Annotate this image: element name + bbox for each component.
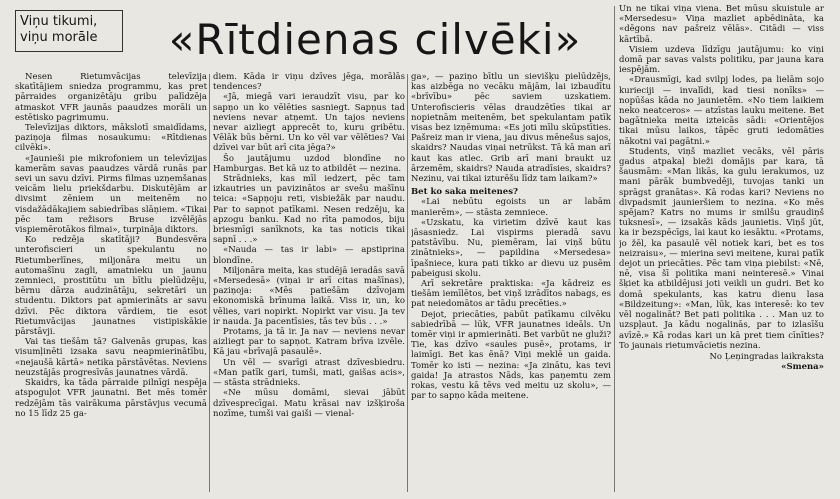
article-column-1	[15, 72, 207, 492]
paragraph: Students, viņš mazliet vecāks, vēl pāris gadus atpakaļ bieži domājis par kara, tā šausmām: «Man likās, ka gulu ierakumos, uz mani pārāk bumbvedēji, tuvojas tanki un sprāgst granātas». Kā rodas kari? Neviens no divpadsmit jaunieršiem to nezina. «Ko mēs spējam? Katrs no mums ir smilšu graudiņš tuksnesī», — izsakās kāds jaunietis. Viņš jūt, ka ir bezspēcīgs, lai kaut ko iesāktu. «Protams, jo žēl, ka pasaulē vēl notiek kari, bet es tos neizraisu», — mierina sevi meitene, kurai patīk dejot un priecāties. Pēc tam viņa piebilst: «Nē, nē, visa šī politika mani neinteresē.» Vinai šķiet ka atbildējusi joti veikli un gudri. Bet ko domā spekulants, kas katru dienu lasa «Bildzeitung»: «Man, lūk, kas interesē: ko tev vēl nogalināt? Bet pati politika . . . Man uz to uzspļaut. Ja kādu nogalinās, par to izlasīšu avīzē.» Kā rodas kari un kā pret tiem cīnīties? To jaunais rietumvācietis nezina.	[619, 146, 824, 351]
paragraph: «Nauda — tas ir labi» — apstiprina blondīne.	[213, 245, 405, 266]
article-headline: «Rītdienas cilvēki»	[168, 15, 582, 64]
paragraph: Skaidrs, ka tāda pārraide pilnīgi nespēja atspoguļot VFR jaunatni. Bet mēs tomēr redzējām tās vairākuma pārstāvjus vecumā no 15 līdz 25 ga-	[15, 378, 207, 419]
paragraph: «Uzskatu, ka virietim dzīvē kaut kas jāsasniedz. Lai vispirms pieradā savu patstāvību. Nu, piemēram, lai viņš būtu zinātnieks», — papildina «Mersedesa» īpašniece, kura pati tikko ar dievu uz pusēm pabeigusi skolu.	[411, 217, 611, 279]
paragraph: Nesen Rietumvācijas televīzija skatītājiem sniedza programmu, kas pret pārraides organizētāju gribu palīdzēja atmaskot VFR jaunās paaudzes morāli un estētisko pagrimumu.	[15, 72, 207, 123]
rubric-line-2: viņu morāle	[20, 30, 98, 45]
rubric-line-1: Viņu tikumi,	[20, 14, 98, 29]
source-newspaper: «Smena»	[781, 362, 824, 373]
rubric-box	[15, 10, 123, 52]
paragraph: Dejot, priecāties, pabūt patīkamu cilvēku sabiedrībā — lūk, VFR jaunatnes ideāls. Un tomēr viņi ir apmierināti. Bet varbūt ne gluži? Tie, kas dzīvo «saules pusē», protams, ir laimīgi. Bet kas ēnā? Viņi meklē un gaida. Tomēr ko isti — nezina: «Ja zinātu, kas tevi gaida! Ja atrastos Nāds, kas paņemtu zem rokas, vestu kā tēvs ved meitu uz skolu», — par to sapņo kāda meitene.	[411, 309, 611, 402]
paragraph: Un ne tikai viņa viena. Bet mūsu skuistule ar «Mersedesu» Viņa mazliet apbēdināta, ka «dēgons nav pašreiz vēlās». Citādi — viss kārtībā.	[619, 4, 824, 45]
paragraph: Arī sekretāre praktiska: «Ja kādreiz es tiešām iemīlētos, bet viņš izrādītos nabags, es pat neiedomātos ar tādu precēties.»	[411, 279, 611, 310]
paragraph: «Lai nebūtu egoists un ar labām manierēm», — stāsta zemniece.	[411, 197, 611, 218]
paragraph: Šo jautājumu uzdod blondīne no Hamburgas. Bet kā uz to atbildēt — nezina.	[213, 153, 405, 174]
paragraph: «Ne mūsu domāmi, sievai jābūt dzīvesprecīgai. Matu krāsai nav izšķiroša nozīme, tumši vai gaiši — vienal-	[213, 388, 405, 419]
paragraph: Protams, ja tā ir. Ja nav — neviens nevar aizliegt par to sapņot. Katram brīva izvēle. Kā jau «brīvajā pasaulē».	[213, 327, 405, 358]
paragraph: Miljonāra meita, kas studējā ieradās savā «Mersedesā» (viņai ir arī citas mašīnas), paziņoja: «Mēs patiešām dzīvojam ekonomiskā brīnuma laikā. Viss ir, un, ko vēlies, vari nopirkt. Nopirkt var visu. Ja tev ir nauda. Ja pacentīsies, tās tev būs . . .»	[213, 265, 405, 327]
article-column-4	[619, 4, 824, 496]
paragraph: Ko redzēja skatītāji? Bundesvēra unterofiscieri un spekulantu no Rietumberlīnes, miljonāra meitu un automašīnu zagli, amatnieku un jaunu zemnieci, prostitūtu un bītlu pielūdzēju, bērnu dārza audzinātāju, sekretāri un studentu. Diktors pat apmierināts ar savu dzīvi. Pēc diktora vārdiem, tie esot Rietumvācijas jaunatnes vistipiskākie pārstāvji.	[15, 235, 207, 338]
section-subheading: Bet ko saka meitenes?	[411, 187, 518, 198]
paragraph: diem. Kāda ir viņu dzīves jēga, morālās tendences?	[213, 72, 405, 93]
paragraph: «Jaunieši pie mikrofoniem un televīzijas kamerām savas paaudzes vārdā runās par sevi un savu dzīvi. Pirms filmas uzņemšanas veicām lielu priekšdarbu. Diskutējām ar divsimt zēniem un meitenēm no visdažādākajiem sabiedrības slāņiem. «Tikai pēc tam režisors Bruse izvēlējās vispiemērotākos filmai», turpināja diktors.	[15, 153, 207, 236]
paragraph: Visiem uzdeva līdzīgu jautājumu: ko viņi domā par savas valsts politiku, par jauna kara iespējām.	[619, 44, 824, 76]
paragraph: «Drausmīgi, kad svilpj lodes, pa lielām sojo kurieciji — invalīdi, kad tiesi nonīks» — nopūšas kāda no jaunietēm. «No tiem laikiem neko neatceros» — atzīstas lauku meitene. Bet bagātnieka meita izteicās sādi: «Orientējos tikai mūsu laikos, tāpēc gruti iedomāties nākotni vai pagātni.»	[619, 75, 824, 147]
article-column-3	[411, 72, 611, 492]
column-divider	[407, 74, 408, 492]
paragraph: Un vēl — svarīgi atrast dzīvesbiedru. «Man patīk gari, tumši, mati, gaišas acis», — stāsta strādnieks.	[213, 357, 405, 389]
source-signature	[619, 352, 824, 372]
paragraph: Strādnieks, kas mīl iedzert, pēc tam izkautries un pavizinātos ar svešu mašīnu teica: «Sapņoju reti, visbiežāk par naudu. Par to sapņot patīkami. Nesen redzēju, ka apzogu banku. Kad no rīta pamodos, biju briesmīgi sanīknots, ka tas noticis tikai sapnī . . .»	[213, 174, 405, 246]
column-divider	[614, 6, 615, 492]
paragraph: Televīzijas diktors, mākslotī smaidīdams, paziņoja filmas nosaukumu: «Rītdienas cilvēki».	[15, 123, 207, 154]
paragraph: Vai tas tiešām tā? Galvenās grupas, kas visumļinēti izsaka savu neapmierinātību, «nejaušā kārtā» netika pārstāvētas. Neviens neuzstājās progresīvās jaunatnes vārdā.	[15, 337, 207, 378]
source-line: No Ļeņingradas laikraksta	[709, 351, 824, 362]
paragraph: ga», — paziņo bītlu un sievišķu pielūdzējs, kas aizbēga no vecāku mājām, lai izbaudītu «brīvību» pēc saviem uzskatiem. Unterofiscieris vēlas draudzētīes tikai ar nopietnām meitenēm, bet spekulantam patīk visas bez izņēmuma: «Es joti mīlu skūpstīties. Pašreiz man ir viena, jau divus mēnešus sajos, skaidrs? Naudas viņai netrūkst. Tā kā man arī kaut kas atlec. Grib arī mani braukt uz ārzemēm, skaidrs? Nauda atradīsies, skaidrs? Nezinu, vai tikai izturēšu līdz tam laikam?»	[411, 72, 611, 185]
article-column-2	[213, 72, 405, 492]
column-divider	[209, 74, 210, 492]
paragraph: «Jā, miegā vari ieraudzīt visu, par ko sapņo un ko vēlēties sasniegt. Sapņus tad neviens nevar atņemt. Un tajos neviens nevar aizliegt apprecēt to, kuru gribētu. Vēlāk būs bērni. Un ko vēl var vēlēties? Vai dzīvei var būt arī cita jēga?»	[213, 92, 405, 154]
